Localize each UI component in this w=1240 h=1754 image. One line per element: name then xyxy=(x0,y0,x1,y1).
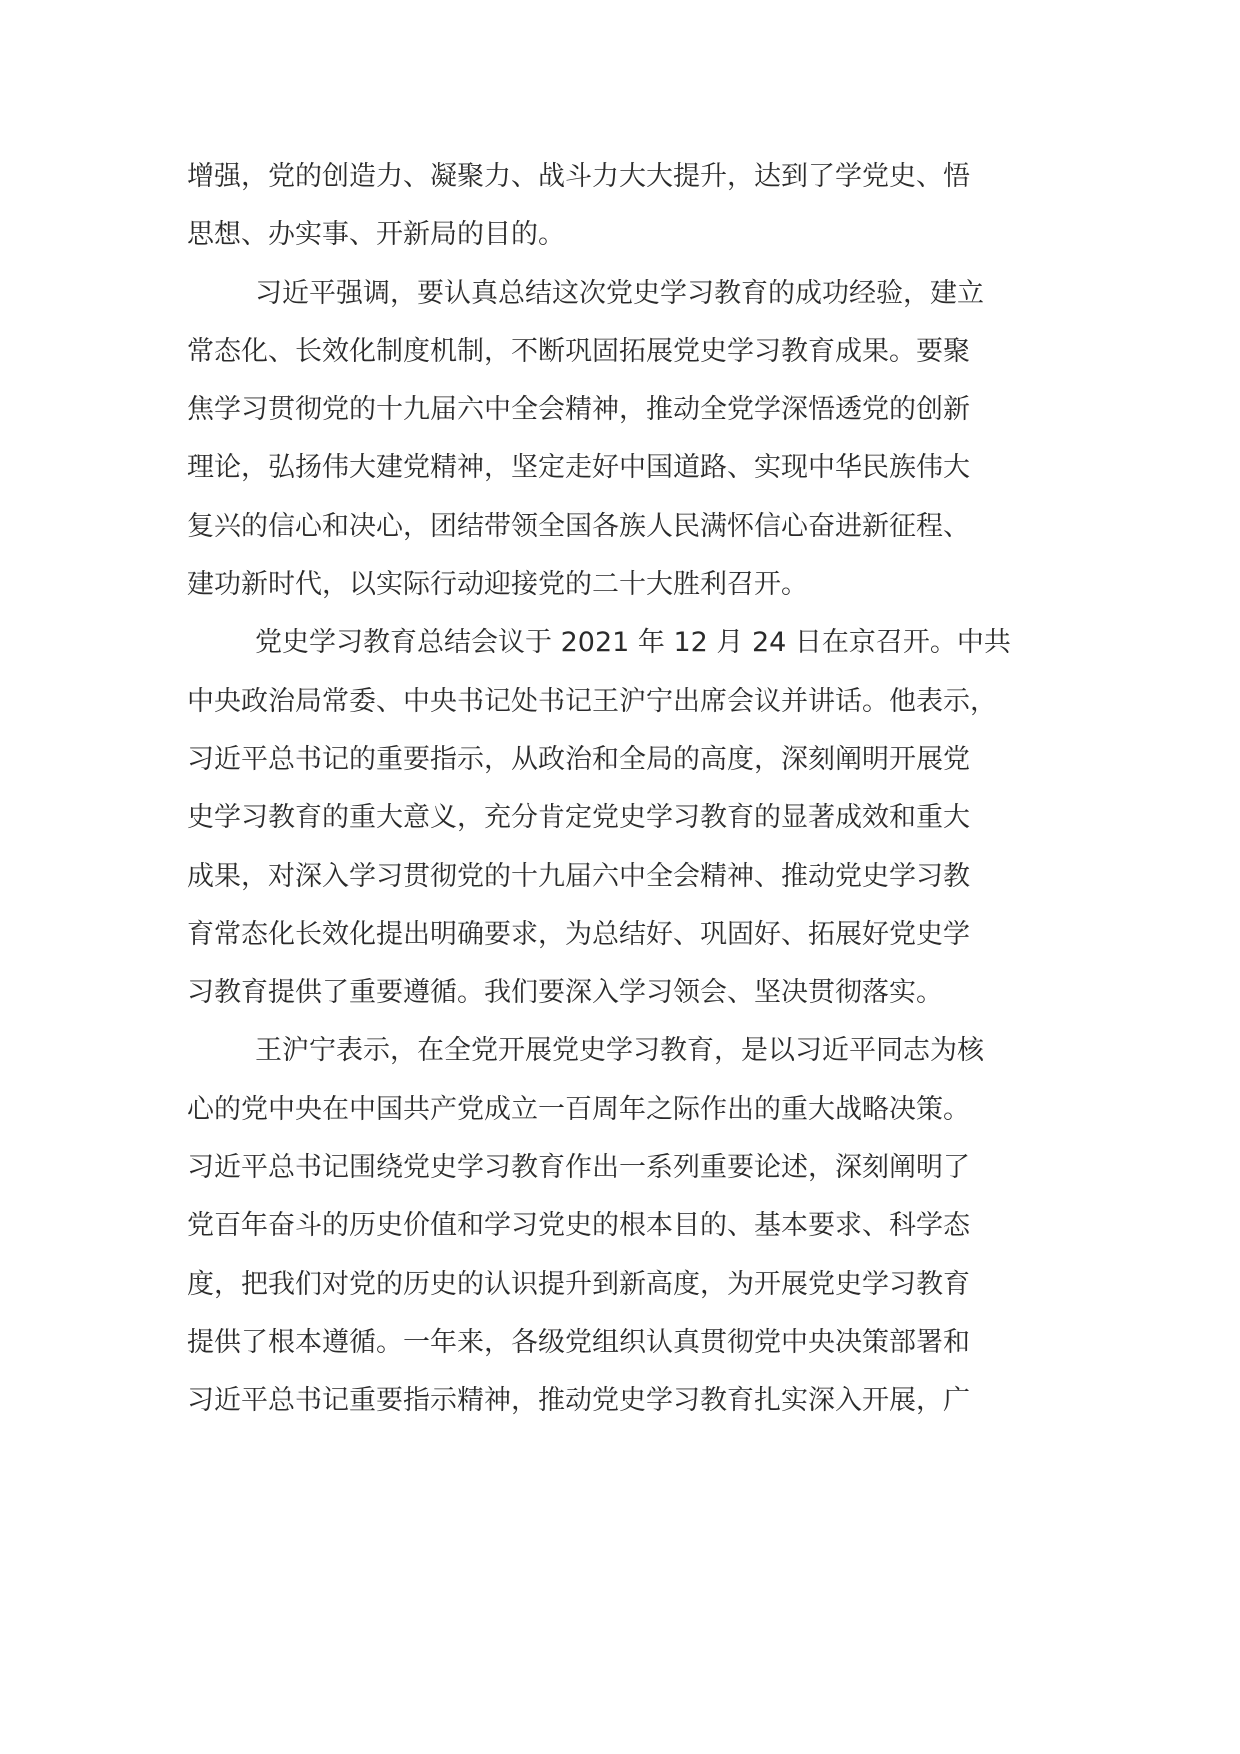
paragraph-first-line: 王沪宁表示，在全党开展党史学习教育，是以习近平同志为核 xyxy=(255,1035,984,1066)
text-line: 习教育提供了重要遵循。我们要深入学习领会、坚决贯彻落实。 xyxy=(187,977,943,1008)
text-line: 习近平总书记重要指示精神，推动党史学习教育扎实深入开展，广 xyxy=(187,1385,970,1416)
text-line: 复兴的信心和决心，团结带领全国各族人民满怀信心奋进新征程、 xyxy=(187,511,970,542)
text-line: 习近平总书记的重要指示，从政治和全局的高度，深刻阐明开展党 xyxy=(187,744,970,775)
paragraph-first-line: 党史学习教育总结会议于 2021 年 12 月 24 日在京召开。中共 xyxy=(255,627,1011,658)
text-line: 中央政治局常委、中央书记处书记王沪宁出席会议并讲话。他表示， xyxy=(187,686,997,717)
text-line: 习近平总书记围绕党史学习教育作出一系列重要论述，深刻阐明了 xyxy=(187,1152,970,1183)
text-line: 思想、办实事、开新局的目的。 xyxy=(187,219,565,250)
text-line: 常态化、长效化制度机制，不断巩固拓展党史学习教育成果。要聚 xyxy=(187,336,970,367)
text-line: 提供了根本遵循。一年来，各级党组织认真贯彻党中央决策部署和 xyxy=(187,1327,970,1358)
text-line: 党百年奋斗的历史价值和学习党史的根本目的、基本要求、科学态 xyxy=(187,1210,970,1241)
text-line: 度，把我们对党的历史的认识提升到新高度，为开展党史学习教育 xyxy=(187,1269,970,1300)
text-line: 焦学习贯彻党的十九届六中全会精神，推动全党学深悟透党的创新 xyxy=(187,394,970,425)
text-line: 史学习教育的重大意义，充分肯定党史学习教育的显著成效和重大 xyxy=(187,802,970,833)
text-line: 增强，党的创造力、凝聚力、战斗力大大提升，达到了学党史、悟 xyxy=(187,161,970,192)
text-line: 育常态化长效化提出明确要求，为总结好、巩固好、拓展好党史学 xyxy=(187,919,970,950)
text-line: 理论，弘扬伟大建党精神，坚定走好中国道路、实现中华民族伟大 xyxy=(187,452,970,483)
text-line: 心的党中央在中国共产党成立一百周年之际作出的重大战略决策。 xyxy=(187,1094,970,1125)
text-line: 建功新时代，以实际行动迎接党的二十大胜利召开。 xyxy=(187,569,808,600)
text-line: 成果，对深入学习贯彻党的十九届六中全会精神、推动党史学习教 xyxy=(187,861,970,892)
paragraph-first-line: 习近平强调，要认真总结这次党史学习教育的成功经验，建立 xyxy=(255,278,984,309)
